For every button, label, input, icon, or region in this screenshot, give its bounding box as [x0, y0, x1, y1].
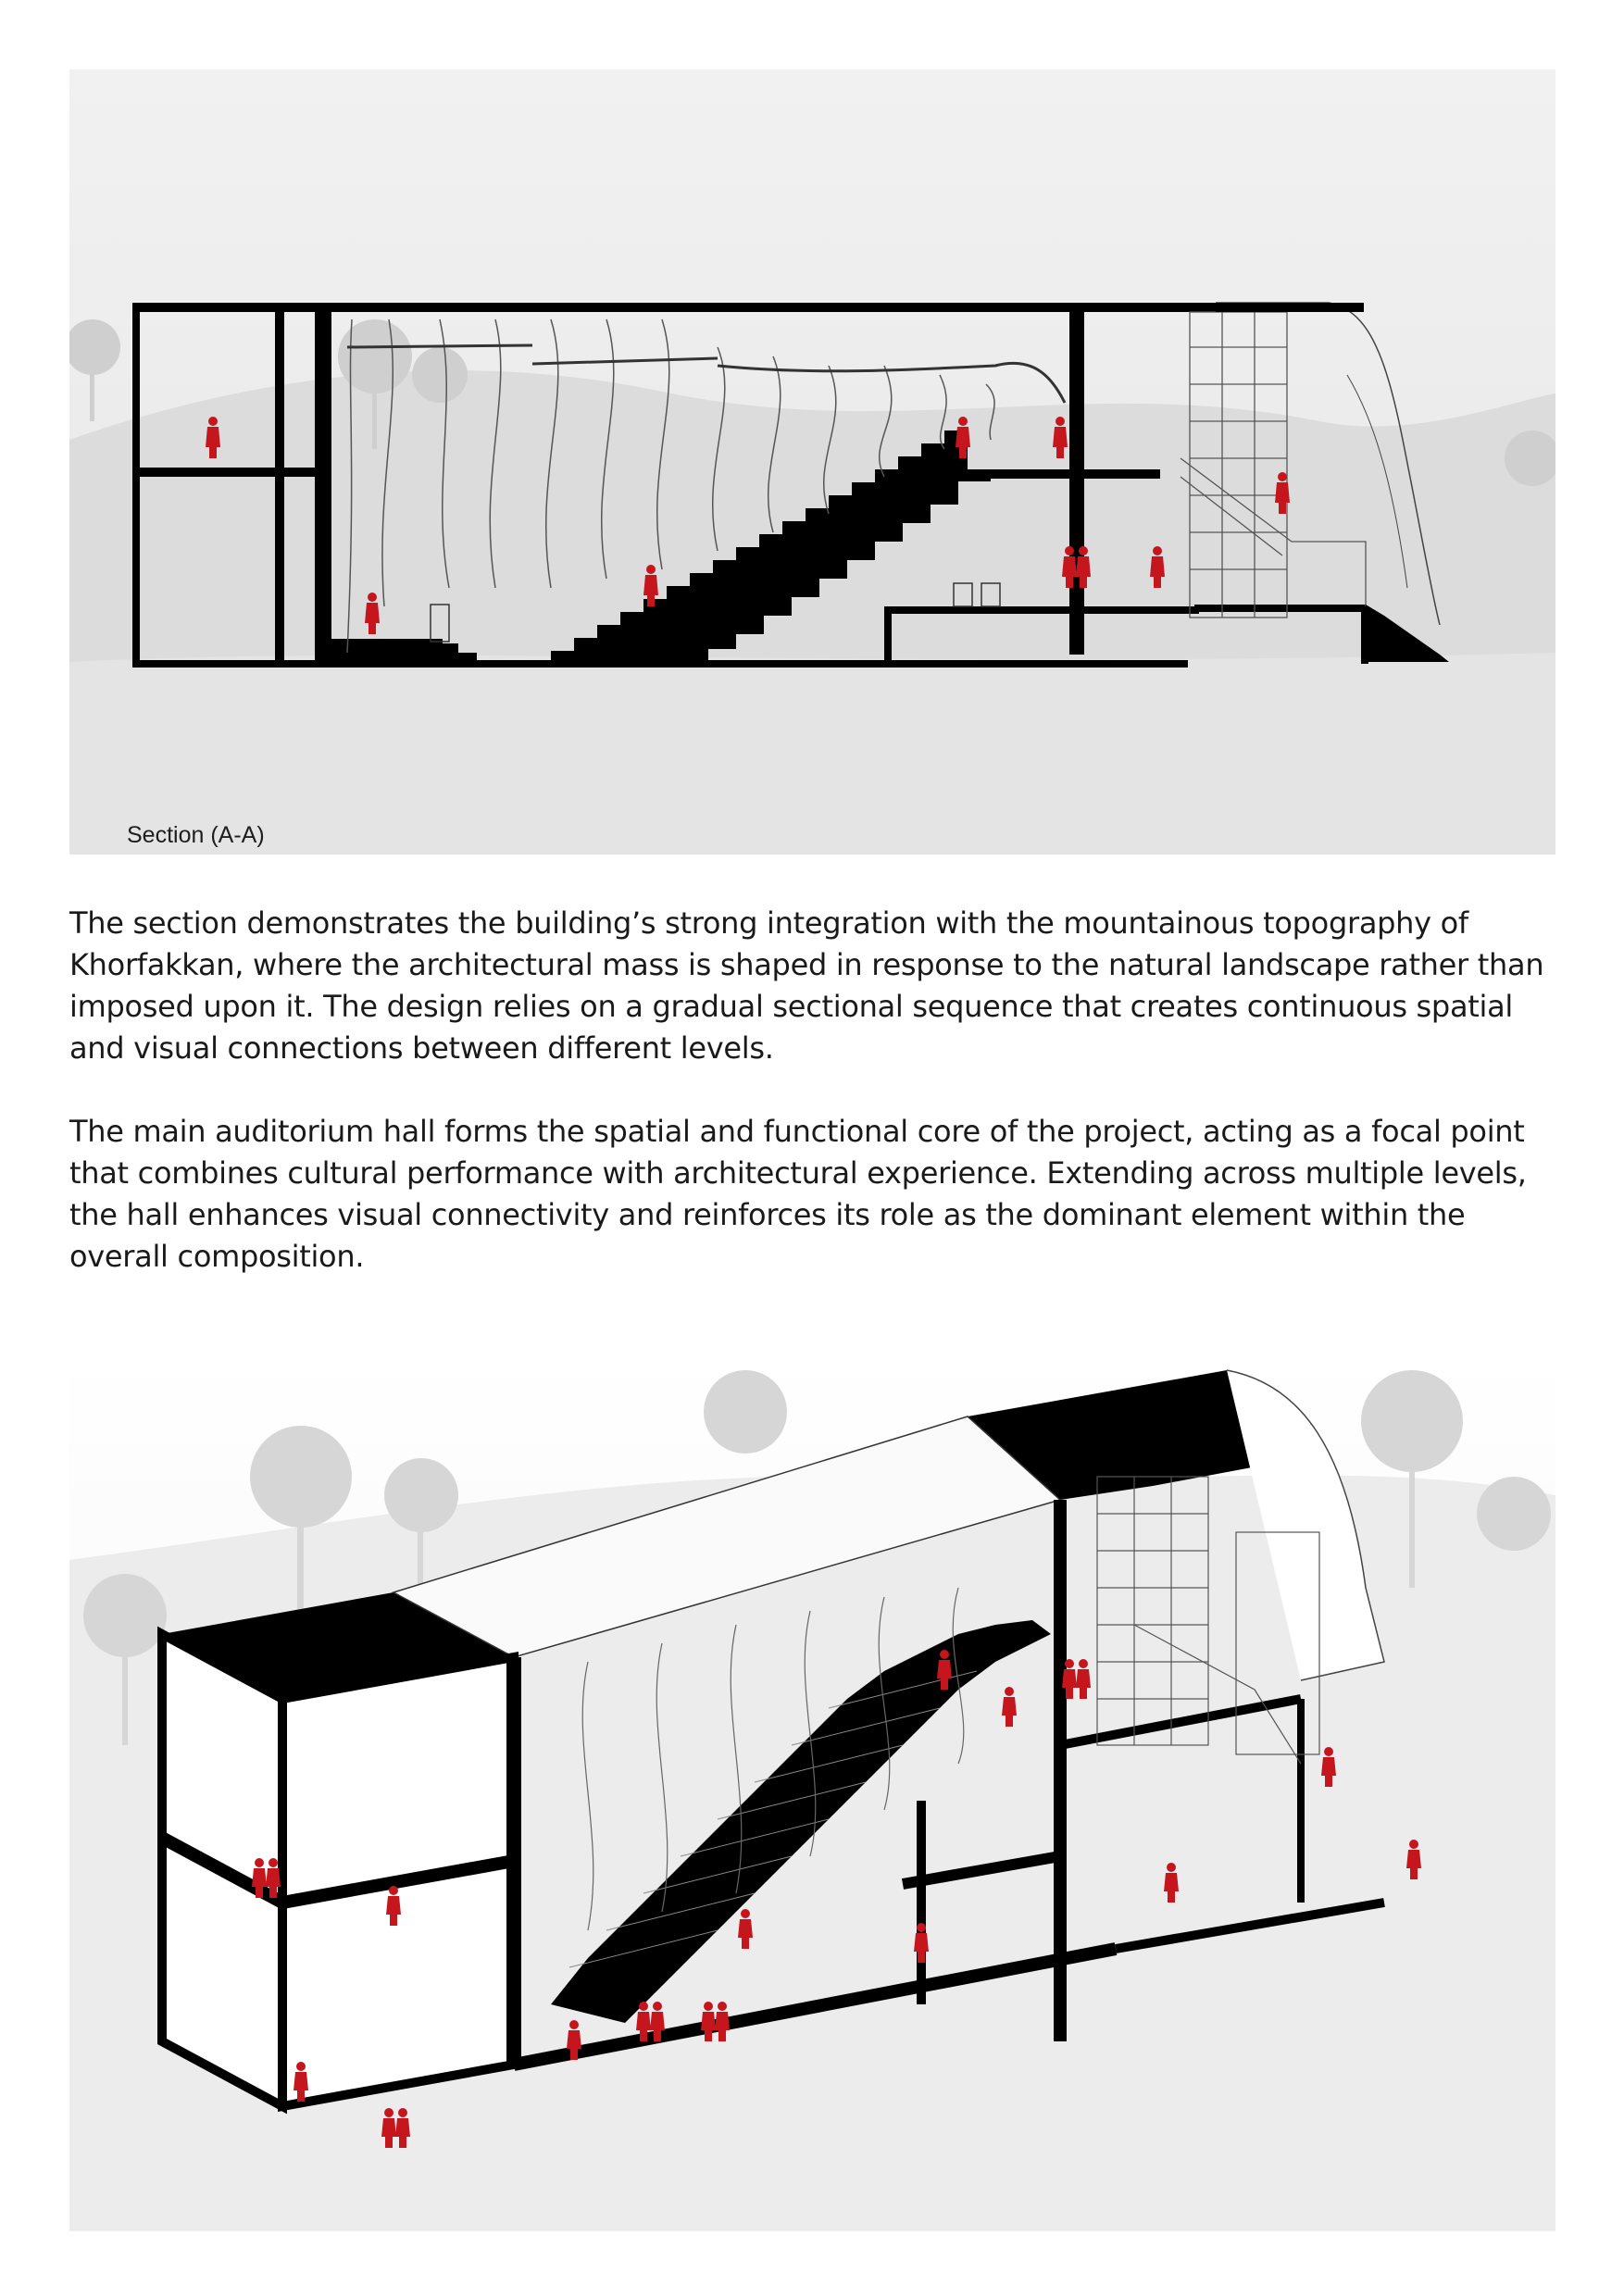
foreground-ground: [69, 653, 1555, 855]
section-svg: [69, 69, 1555, 855]
figure-caption: Section (A-A): [127, 822, 265, 848]
axonometric-svg: [69, 1356, 1555, 2231]
roof-right: [1216, 303, 1364, 312]
description-paragraph-2: The main auditorium hall forms the spatial and functional core of the project, acting as a focal point that combines cultural performance with architectural experience. Extending across multiple levels, the hall enhances visual connectivity and reinforces its role as the dominant element within the overall composition.: [69, 1114, 1527, 1274]
description-paragraph-1: The section demonstrates the building’s strong integration with the mountainous topography of Khorfakkan, where the architectural mass is shaped in response to the natural landscape rather than imposed upon it. The design relies on a gradual sectional sequence that creates continuous spatial and visual connections between different levels.: [69, 905, 1544, 1066]
section-drawing: [69, 69, 1555, 855]
axonometric-section-drawing: [69, 1356, 1555, 2231]
